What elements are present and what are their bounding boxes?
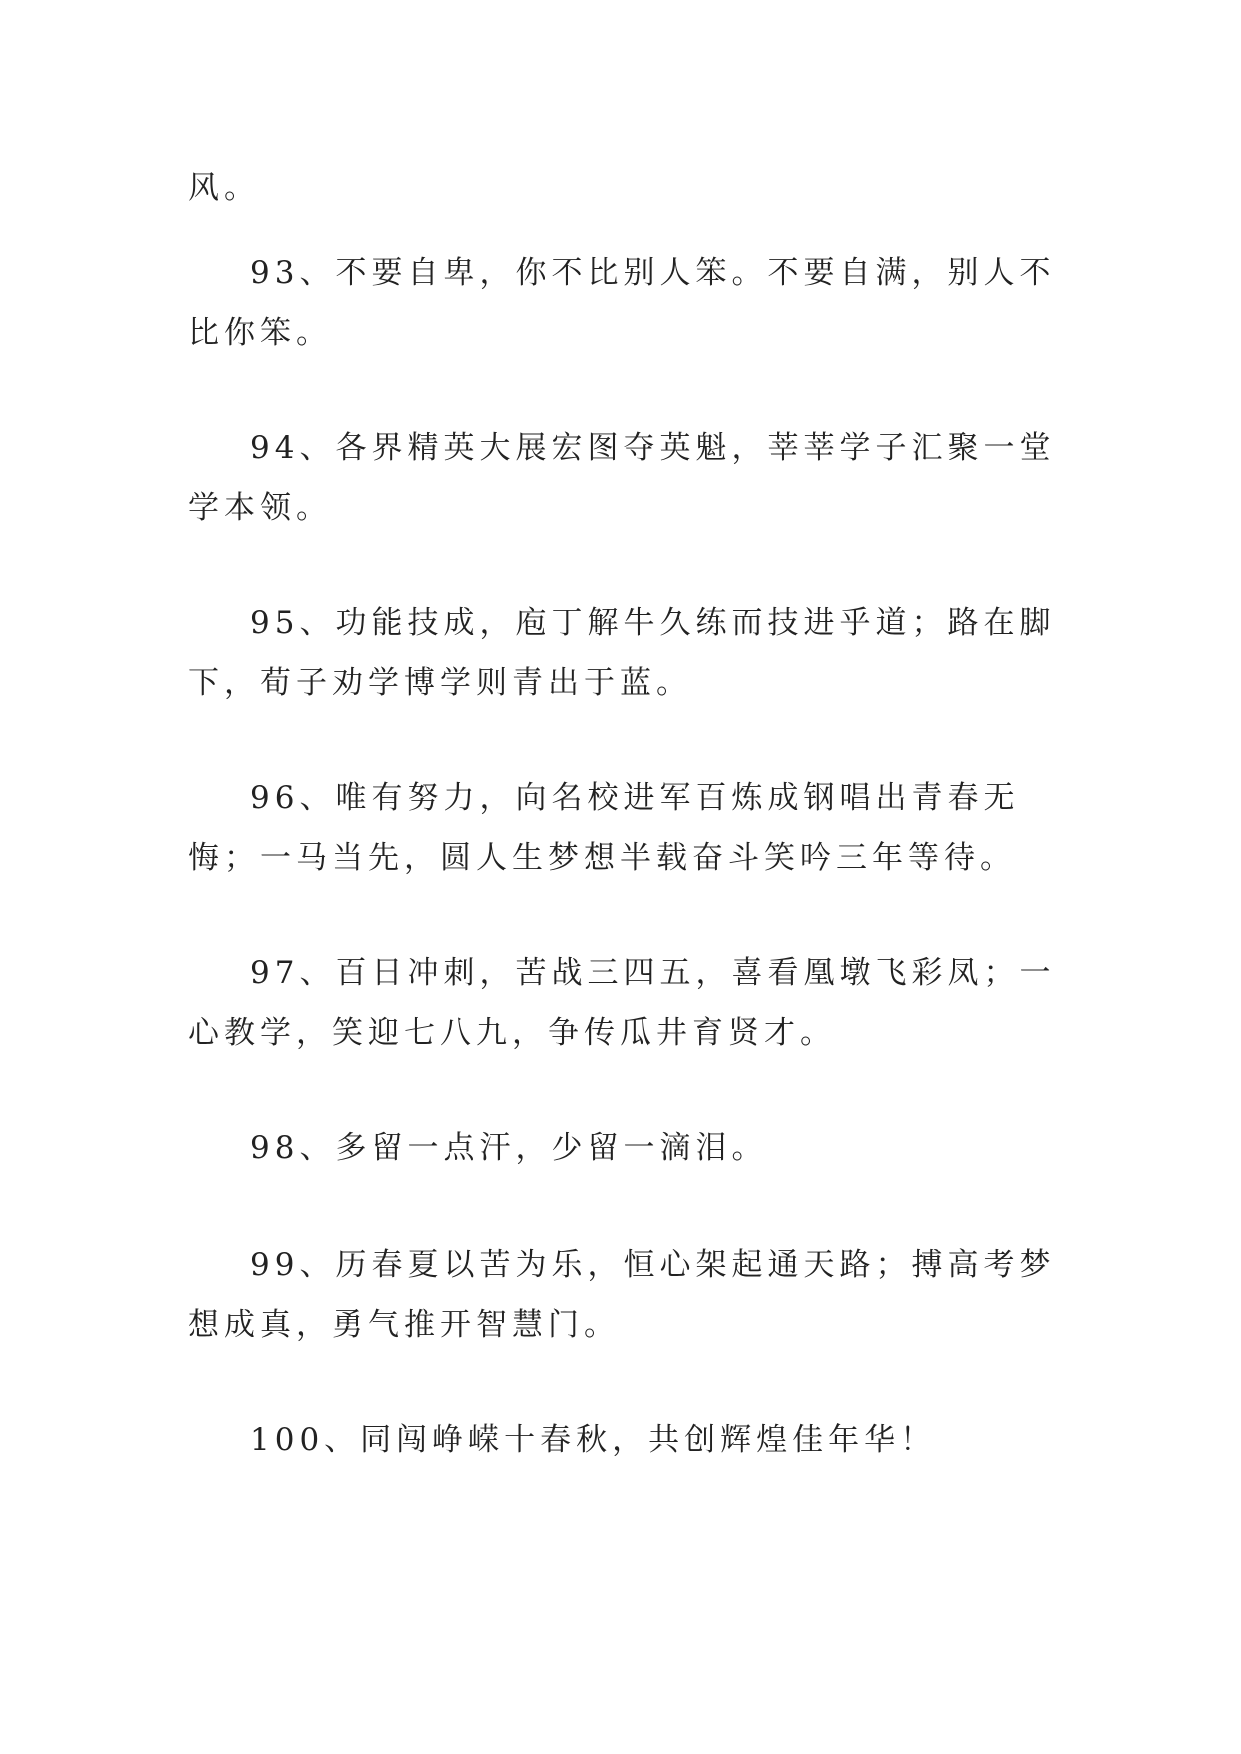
paragraph-94: 94、各界精英大展宏图夺英魁，莘莘学子汇聚一堂学本领。 bbox=[188, 430, 1056, 526]
paragraph-98: 98、多留一点汗，少留一滴泪。 bbox=[250, 1130, 768, 1166]
paragraph-93: 93、不要自卑，你不比别人笨。不要自满，别人不比你笨。 bbox=[188, 255, 1056, 351]
paragraph-continuation: 风。 bbox=[188, 170, 260, 206]
paragraph-96: 96、唯有努力，向名校进军百炼成钢唱出青春无悔；一马当先，圆人生梦想半载奋斗笑吟三年等待。 bbox=[188, 780, 1020, 876]
paragraph-95: 95、功能技成，庖丁解牛久练而技进乎道；路在脚下，荀子劝学博学则青出于蓝。 bbox=[188, 605, 1056, 701]
paragraph-99: 99、历春夏以苦为乐，恒心架起通天路；搏高考梦想成真，勇气推开智慧门。 bbox=[188, 1247, 1056, 1343]
paragraph-97: 97、百日冲刺，苦战三四五，喜看凰墩飞彩凤；一心教学，笑迎七八九，争传瓜井育贤才。 bbox=[188, 955, 1056, 1051]
paragraph-100: 100、同闯峥嵘十春秋，共创辉煌佳年华！ bbox=[250, 1422, 937, 1458]
